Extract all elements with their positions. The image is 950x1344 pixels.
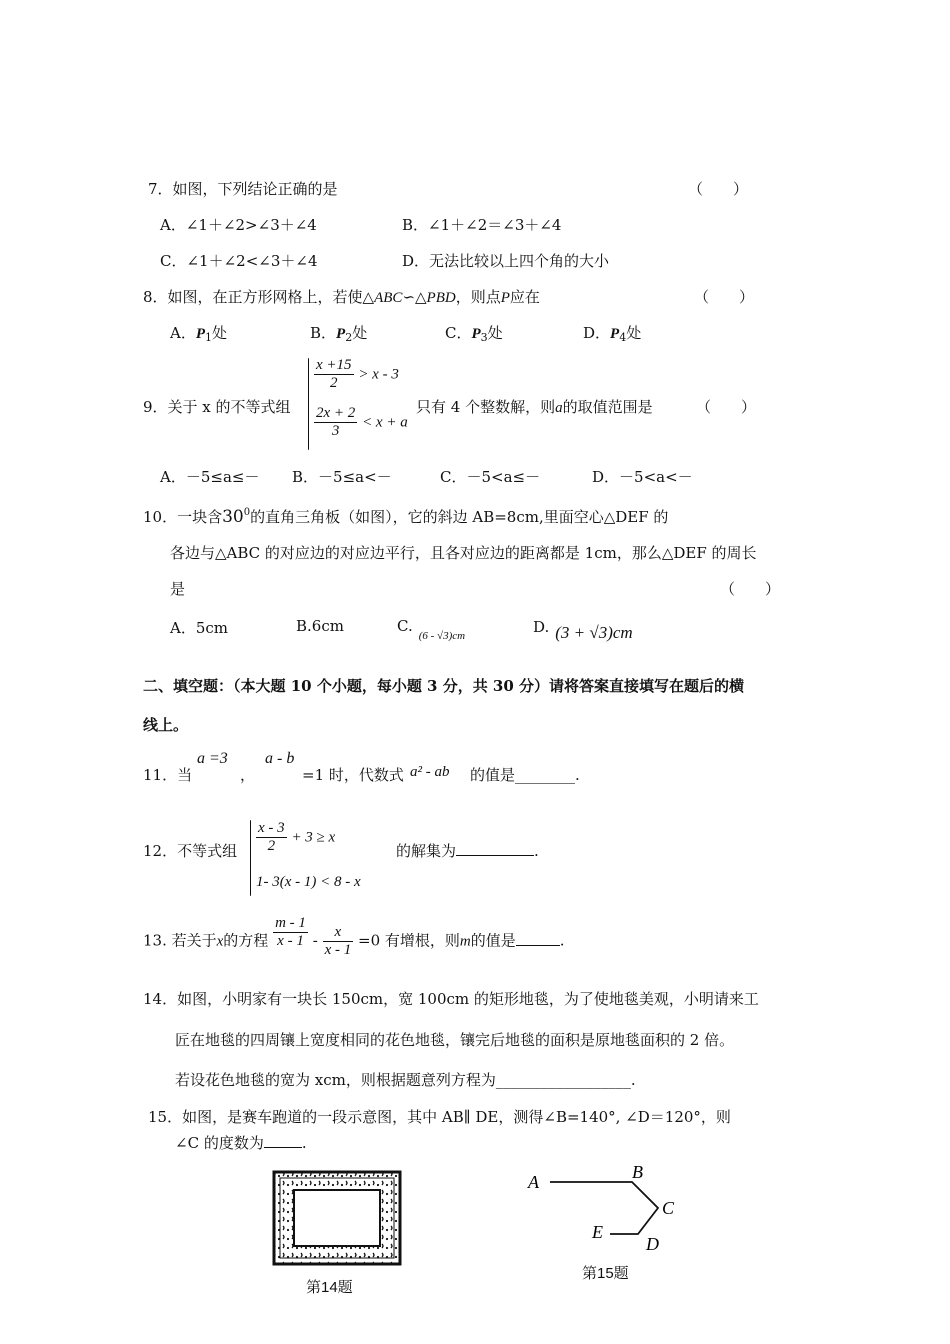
q13-frac1: $\frac{m - 1}{x - 1}$ — [275, 915, 306, 949]
q11-post: 的值是________. — [470, 766, 580, 784]
q11-expr: a² - ab — [410, 764, 450, 780]
q11-comma: ， — [240, 766, 256, 784]
q8-option-d: D．$P_4$处 — [583, 324, 642, 344]
q9-frac1: $\frac{x +15}{2}$ — [316, 357, 352, 391]
q10-line2: 各边与△ABC 的对应边的对应边平行，且各对应边的距离都是 1cm，那么△DEF 的周长 — [170, 544, 757, 562]
q9-option-b: B．－5≤a<－ — [292, 468, 392, 486]
fig14-carpet-diagram — [272, 1170, 402, 1266]
q8-option-a: A．$P_1$处 — [170, 324, 228, 344]
fig14-caption: 第14题 — [306, 1279, 353, 1296]
q15-answer-blank[interactable] — [264, 1147, 302, 1148]
q8-stem — [143, 286, 540, 307]
q7-option-d: D．无法比较以上四个角的大小 — [402, 252, 610, 270]
fig15-label-a: A — [528, 1172, 539, 1192]
q9-option-d: D．－5<a<－ — [592, 468, 693, 486]
q8-option-c: C．$P_3$处 — [445, 324, 503, 344]
q7-option-a: A．∠1＋∠2>∠3＋∠4 — [160, 216, 317, 234]
section2-heading-line1: 二、填空题：（本大题 10 个小题，每小题 3 分，共 30 分）请将答案直接填写在题后的横 — [143, 677, 745, 695]
fig15-label-b: B — [632, 1162, 643, 1182]
q11-pre: 11．当 — [143, 766, 193, 784]
q14-line3: 若设花色地毯的宽为 xcm，则根据题意列方程为__________________. — [175, 1071, 636, 1089]
q8-stem-post: ，则点 — [455, 288, 501, 306]
q8-option-b: B．$P_2$处 — [310, 324, 368, 344]
q13-answer-blank[interactable] — [516, 945, 560, 946]
q9-option-c: C．－5<a≤－ — [440, 468, 541, 486]
q10-answer-paren: （ ） — [720, 580, 781, 598]
q9-option-a: A．－5≤a≤－ — [160, 468, 260, 486]
fig15-caption: 第15题 — [582, 1265, 629, 1282]
fig15-label-e: E — [592, 1222, 603, 1242]
q10-option-d: D. (3 + √3)cm — [533, 618, 633, 642]
fig14-inner-rect — [294, 1190, 380, 1246]
q15-line2: ∠C 的度数为 . — [175, 1134, 307, 1152]
q11-eq: =1 时，代数式 — [302, 766, 404, 784]
q10-line1: 10．一块含$30^0$的直角三角板（如图），它的斜边 AB=8cm,里面空心△DEF 的 — [143, 507, 669, 527]
q7-answer-paren: （ ） — [688, 180, 749, 198]
q10-option-a: A．5cm — [170, 619, 229, 637]
q10-option-b: B.6cm — [296, 617, 344, 635]
q13-line: 13. 若关于x的方程 $\frac{m - 1}{x - 1}$ - $\frac{x}{x - 1}$ =0 有增根，则m的值是 . — [143, 915, 565, 958]
fig15-track-path — [550, 1182, 658, 1234]
q9-post: 只有 4 个整数解，则a的取值范围是 — [416, 398, 653, 416]
q8-answer-paren: （ ） — [694, 288, 755, 306]
q10-line3: 是 — [170, 580, 186, 598]
q9-brace — [308, 358, 309, 450]
q7-option-b: B．∠1＋∠2＝∠3＋∠4 — [402, 216, 562, 234]
q9-frac2: $\frac{2x + 2}{3}$ — [316, 405, 356, 439]
fig15-label-c: C — [662, 1198, 675, 1218]
q12-answer-blank[interactable] — [456, 855, 534, 856]
q8-sim: ∽△ — [402, 288, 427, 306]
q8-abc: ABC — [374, 290, 403, 306]
fig15-track-diagram — [520, 1160, 690, 1260]
q14-line1: 14．如图，小明家有一块长 150cm，宽 100cm 的矩形地毯，为了使地毯美观，小明请来工 — [143, 990, 759, 1008]
q12-frac: $\frac{x - 3}{2}$ — [258, 820, 285, 854]
q12-ineq1: $\frac{x - 3}{2}$ + 3 ≥ x — [258, 820, 336, 854]
q9-ineq2: $\frac{2x + 2}{3}$ < x + a — [316, 405, 408, 439]
q11-cond1: a =3 — [197, 750, 228, 767]
q8-p: P — [500, 290, 510, 306]
q12-ineq2: 1- 3(x - 1) < 8 - x — [256, 874, 361, 890]
fig15-label-d: D — [646, 1234, 659, 1254]
section2-heading-line2: 线上。 — [143, 716, 189, 734]
q7-stem: 7．如图，下列结论正确的是 — [148, 180, 338, 198]
q8-stem-pre: 8．如图，在正方形网格上，若使△ — [143, 288, 375, 306]
q12-brace — [250, 820, 251, 896]
q13-frac2: $\frac{x}{x - 1}$ — [324, 924, 352, 958]
q9-ineq1: $\frac{x +15}{2}$ > x - 3 — [316, 357, 399, 391]
q11-cond2: a - b — [265, 750, 295, 767]
q15-line1: 15．如图，是赛车跑道的一段示意图，其中 AB∥ DE，测得∠B=140°, ∠D＝120°，则 — [148, 1108, 731, 1126]
q9-answer-paren: （ ） — [696, 398, 757, 416]
q12-post: 的解集为 . — [396, 842, 539, 860]
q8-stem-end: 应在 — [509, 288, 540, 306]
q8-pbd: PBD — [426, 290, 456, 306]
q14-line2: 匠在地毯的四周镶上宽度相同的花色地毯，镶完后地毯的面积是原地毯面积的 2 倍。 — [175, 1031, 735, 1049]
q9-pre: 9．关于 x 的不等式组 — [143, 398, 291, 416]
q7-option-c: C．∠1＋∠2<∠3＋∠4 — [160, 252, 318, 270]
q12-pre: 12．不等式组 — [143, 842, 238, 860]
q10-option-c: $C._{(6 - √3)cm}$ — [397, 617, 466, 642]
